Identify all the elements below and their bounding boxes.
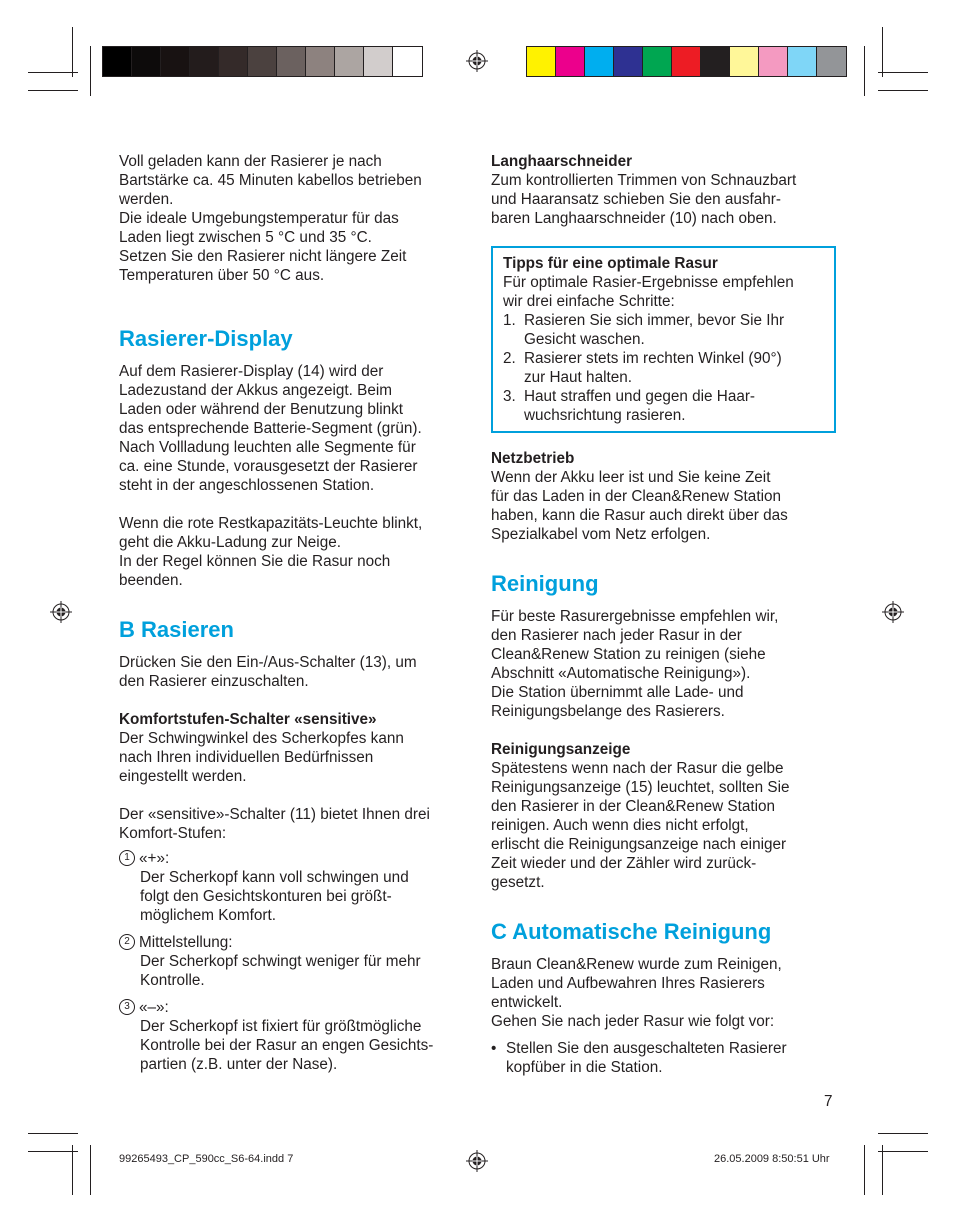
komfort-paragraph-1: Der Schwingwinkel des Scherkopfes kann nach Ihren individuellen Bedürfnissen eingestellt werden. — [119, 730, 404, 785]
anzeige-paragraph: Spätestens wenn nach der Rasur die gelbe Reinigungsanzeige (15) leuchtet, sollten Sie den Rasierer in der Clean&Renew Station reinigen. Auch wenn dies nicht erfolgt, erlischt die Reinigungsanzeige nach einiger Zeit wieder und der Zähler wird zurück- gesetzt. — [491, 760, 790, 891]
color-swatch — [817, 47, 846, 76]
registration-mark-icon — [882, 601, 904, 623]
crop-mark — [90, 1145, 91, 1195]
footer-timestamp: 26.05.2009 8:50:51 Uhr — [714, 1153, 830, 1165]
crop-mark — [878, 90, 928, 91]
crop-mark — [72, 1145, 73, 1195]
crop-mark — [28, 1151, 78, 1152]
crop-mark — [882, 1145, 883, 1195]
circled-number-icon: 3 — [119, 999, 135, 1015]
crop-mark — [72, 27, 73, 77]
section-heading-rasierer-display: Rasierer-Display — [119, 326, 293, 351]
rasieren-paragraph: Drücken Sie den Ein-/Aus-Schalter (13), um den Rasierer einzuschalten. — [119, 654, 417, 690]
crop-mark — [90, 46, 91, 96]
color-swatch — [730, 47, 759, 76]
crop-mark — [28, 72, 78, 73]
comfort-level-list — [119, 849, 464, 1074]
section-heading-reinigung: Reinigung — [491, 571, 599, 596]
color-swatch — [103, 47, 132, 76]
bullet-icon: • — [491, 1040, 497, 1057]
tips-box: Tipps für eine optimale Rasur Für optimale Rasier-Ergebnisse empfehlen wir drei einfache Schritte: 1. Rasieren Sie sich immer, bevor Sie Ihr Gesicht waschen. 2. Rasierer stets im rechten Winkel (90°) zur Haut halten. 3. Haut straffen und gegen die Haar- wuchsrichtung rasieren. — [491, 246, 836, 433]
crop-mark — [882, 27, 883, 77]
comfort-level-item: 1 «+»: Der Scherkopf kann voll schwingen und folgt den Gesichtskonturen bei größt- möglichem Komfort. — [119, 849, 464, 925]
color-swatch — [788, 47, 817, 76]
langhaar-paragraph: Zum kontrollierten Trimmen von Schnauzbart und Haaransatz schieben Sie den ausfahr- baren Langhaarschneider (10) nach oben. — [491, 172, 797, 227]
color-swatch — [364, 47, 393, 76]
registration-mark-icon — [466, 1150, 488, 1172]
subheading-reinigungsanzeige: Reinigungsanzeige — [491, 741, 631, 758]
display-paragraph-1: Auf dem Rasierer-Display (14) wird der Ladezustand der Akkus angezeigt. Beim Laden oder während der Benutzung blinkt das entsprechende Batterie-Segment (grün). Nach Vollladung leuchten alle Segmente für ca. eine Stunde, vorausgesetzt der Rasierer steht in der angeschlossenen Station. — [119, 363, 422, 494]
footer-file-name: 99265493_CP_590cc_S6-64.indd 7 — [119, 1153, 294, 1165]
subheading-komfortstufen: Komfortstufen-Schalter «sensitive» — [119, 711, 377, 728]
komfort-paragraph-2: Der «sensitive»-Schalter (11) bietet Ihnen drei Komfort-Stufen: — [119, 806, 430, 842]
auto-paragraph: Braun Clean&Renew wurde zum Reinigen, Laden und Aufbewahren Ihres Rasierers entwickelt. Gehen Sie nach jeder Rasur wie folgt vor: — [491, 956, 782, 1030]
registration-mark-icon — [50, 601, 72, 623]
color-swatch — [277, 47, 306, 76]
process-color-bar — [526, 46, 847, 77]
color-swatch — [556, 47, 585, 76]
circled-number-icon: 1 — [119, 850, 135, 866]
tips-list-item: 3. Haut straffen und gegen die Haar- wuchsrichtung rasieren. — [503, 388, 756, 424]
crop-mark — [878, 1133, 928, 1134]
tips-heading: Tipps für eine optimale Rasur — [503, 255, 718, 272]
color-swatch — [393, 47, 422, 76]
color-swatch — [614, 47, 643, 76]
netz-paragraph: Wenn der Akku leer ist und Sie keine Zeit für das Laden in der Clean&Renew Station haben, kann die Rasur auch direkt über das Spezialkabel vom Netz erfolgen. — [491, 469, 788, 543]
crop-mark — [878, 72, 928, 73]
left-column — [119, 152, 464, 1074]
reinigung-paragraph: Für beste Rasurergebnisse empfehlen wir, den Rasierer nach jeder Rasur in der Clean&Renew Station zu reinigen (siehe Abschnitt «Automatische Reinigung»). Die Station übernimmt alle Lade- und Reinigungsbelange des Rasierers. — [491, 608, 779, 720]
crop-mark — [878, 1151, 928, 1152]
section-heading-c-automatische-reinigung: C Automatische Reinigung — [491, 919, 772, 944]
subheading-netzbetrieb: Netzbetrieb — [491, 450, 575, 467]
color-swatch — [643, 47, 672, 76]
color-swatch — [219, 47, 248, 76]
tips-list-item: 2. Rasierer stets im rechten Winkel (90°) zur Haut halten. — [503, 350, 782, 386]
color-swatch — [585, 47, 614, 76]
color-swatch — [306, 47, 335, 76]
page-number: 7 — [824, 1093, 833, 1110]
color-swatch — [759, 47, 788, 76]
color-swatch — [527, 47, 556, 76]
section-heading-b-rasieren: B Rasieren — [119, 617, 234, 642]
display-paragraph-2: Wenn die rote Restkapazitäts-Leuchte blinkt, geht die Akku-Ladung zur Neige. In der Regel können Sie die Rasur noch beenden. — [119, 515, 423, 589]
crop-mark — [864, 1145, 865, 1195]
circled-number-icon: 2 — [119, 934, 135, 950]
crop-mark — [28, 1133, 78, 1134]
intro-paragraph: Voll geladen kann der Rasierer je nach Bartstärke ca. 45 Minuten kabellos betrieben werden. Die ideale Umgebungstemperatur für das Laden liegt zwischen 5 °C und 35 °C. Setzen Sie den Rasierer nicht längere Zeit Temperaturen über 50 °C aus. — [119, 153, 422, 284]
color-swatch — [672, 47, 701, 76]
color-swatch — [701, 47, 730, 76]
comfort-level-item: 2 Mittelstellung: Der Scherkopf schwingt weniger für mehr Kontrolle. — [119, 933, 464, 990]
grayscale-color-bar — [102, 46, 423, 77]
registration-mark-icon — [466, 50, 488, 72]
bullet-item: • Stellen Sie den ausgeschalteten Rasierer kopfüber in die Station. — [491, 1040, 787, 1076]
crop-mark — [28, 90, 78, 91]
tips-list-item: 1. Rasieren Sie sich immer, bevor Sie Ihr Gesicht waschen. — [503, 312, 785, 348]
right-column — [491, 152, 836, 1077]
color-swatch — [335, 47, 364, 76]
comfort-level-item: 3 «–»: Der Scherkopf ist fixiert für größtmögliche Kontrolle bei der Rasur an engen Gesichts- partien (z.B. unter der Nase). — [119, 998, 464, 1074]
color-swatch — [190, 47, 219, 76]
color-swatch — [161, 47, 190, 76]
subheading-langhaarschneider: Langhaarschneider — [491, 153, 633, 170]
crop-mark — [864, 46, 865, 96]
color-swatch — [248, 47, 277, 76]
color-swatch — [132, 47, 161, 76]
